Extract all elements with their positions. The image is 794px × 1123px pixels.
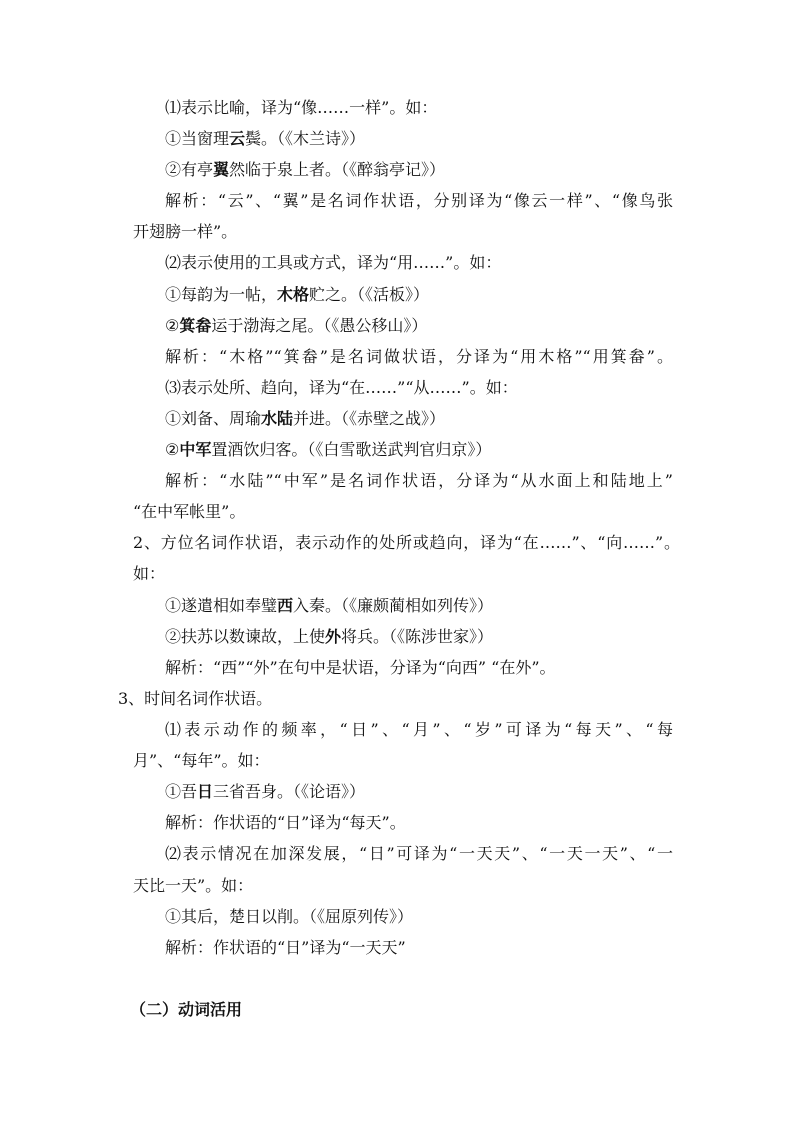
line-content: [133, 876, 253, 896]
text-run: ①当窗理: [165, 129, 230, 148]
text-line: [133, 876, 253, 896]
text-run: 解析：作状语的“日”译为“一天天”: [165, 938, 406, 957]
text-run: ②有亭: [165, 160, 214, 179]
text-run: 鬓。（《木兰诗》）: [245, 129, 366, 148]
text-line: [165, 720, 673, 740]
text-run: ①每韵为一帖，: [165, 285, 278, 304]
text-run: （二）动词活用: [130, 1000, 243, 1019]
text-line: [165, 938, 406, 958]
text-line: [165, 907, 413, 927]
text-line: [133, 564, 165, 584]
text-line: [165, 129, 365, 149]
keyword: 西: [277, 596, 294, 615]
line-content: [165, 316, 427, 336]
text-run: ①遂遣相如奉璧: [165, 596, 278, 615]
line-content: [133, 222, 237, 242]
text-run: 然临于泉上者。（《醉翁亭记》）: [229, 160, 446, 179]
text-line: [165, 813, 406, 833]
keyword: 箕畚: [179, 316, 212, 335]
text-line: [133, 222, 237, 242]
line-content: [165, 253, 501, 273]
line-content: [165, 907, 413, 927]
line-content: [165, 471, 673, 491]
text-line: [165, 285, 429, 305]
text-line: [165, 627, 493, 647]
text-run: ⑵表示使用的工具或方式，译为“用……”。如：: [165, 253, 502, 272]
keyword: 云: [229, 129, 246, 148]
text-line: [165, 658, 556, 678]
text-run: ①刘备、周瑜: [165, 409, 262, 428]
text-run: ①吾: [165, 782, 198, 801]
text-run: 解析：“水陆”“中军”是名词作状语，分译为“从水面上和陆地上”: [165, 471, 673, 490]
text-run: ②: [165, 316, 180, 335]
text-line: [165, 471, 673, 491]
line-content: [165, 378, 518, 398]
line-content: [165, 409, 445, 429]
text-run: 天比一天”。如：: [133, 876, 254, 895]
text-run: 三省吾身。（《论语》）: [213, 782, 366, 801]
text-line: [165, 347, 673, 367]
line-content: [165, 720, 673, 740]
line-content: [165, 285, 429, 305]
section-heading: [130, 1000, 242, 1020]
line-content: [165, 191, 673, 211]
line-content: [130, 1000, 242, 1020]
text-line: [165, 440, 491, 460]
text-run: “在中军帐里”。: [133, 502, 246, 521]
keyword: 翼: [213, 160, 230, 179]
line-content: [165, 98, 437, 118]
text-line: [118, 689, 272, 709]
text-line: [133, 502, 245, 522]
text-run: ⑴表示动作的频率，“日”、“月”、“岁”可译为“每天”、“每: [165, 720, 673, 739]
text-run: 解析：“木格”“箕畚”是名词做状语，分译为“用木格”“用箕畚”。: [165, 347, 673, 366]
text-line: [165, 98, 437, 118]
keyword: 木格: [277, 285, 310, 304]
text-line: [165, 191, 673, 211]
text-run: ①其后，楚日以削。（《屈原列传》）: [165, 907, 414, 926]
text-line: [165, 596, 493, 616]
line-content: [165, 844, 673, 864]
line-content: [165, 782, 365, 802]
text-line: [165, 844, 673, 864]
line-content: [133, 751, 270, 771]
line-content: [133, 533, 680, 553]
keyword: 水陆: [261, 409, 294, 428]
text-run: ⑴表示比喻，译为“像……一样”。如：: [165, 98, 438, 117]
text-line: [133, 533, 680, 553]
text-line: [133, 751, 270, 771]
text-run: 并进。（《赤壁之战》）: [293, 409, 446, 428]
line-content: [165, 347, 673, 367]
text-line: [165, 378, 518, 398]
text-run: ⑶表示处所、趋向，译为“在……”“从……”。如：: [165, 378, 518, 397]
line-content: [165, 627, 493, 647]
text-line: [165, 782, 365, 802]
text-run: ②扶苏以数谏故，上使: [165, 627, 326, 646]
text-run: ⑵表示情况在加深发展，“日”可译为“一天天”、“一天一天”、“一: [165, 844, 673, 863]
text-run: 贮之。（《活板》）: [309, 285, 430, 304]
line-content: [165, 160, 445, 180]
keyword: 日: [197, 782, 214, 801]
text-run: 2、方位名词作状语，表示动作的处所或趋向，译为“在……”、“向……”。: [133, 533, 680, 552]
text-run: 如：: [133, 564, 166, 583]
text-run: 运于渤海之尾。（《愚公移山》）: [211, 316, 428, 335]
text-run: 开翅膀一样”。: [133, 222, 238, 241]
line-content: [165, 440, 491, 460]
text-line: [165, 409, 445, 429]
line-content: [165, 596, 493, 616]
line-content: [165, 129, 365, 149]
text-run: 置酒饮归客。（《白雪歌送武判官归京》）: [211, 440, 492, 459]
line-content: [165, 938, 406, 958]
keyword: 中军: [179, 440, 212, 459]
text-run: 月”、“每年”。如：: [133, 751, 270, 770]
line-content: [165, 813, 406, 833]
line-content: [118, 689, 272, 709]
text-line: [165, 316, 427, 336]
text-line: [165, 253, 501, 273]
text-run: 入秦。（《廉颇蔺相如列传》）: [293, 596, 494, 615]
text-run: 3、时间名词作状语。: [118, 689, 273, 708]
keyword: 外: [325, 627, 342, 646]
text-run: ②: [165, 440, 180, 459]
text-line: [165, 160, 445, 180]
text-run: 解析：作状语的“日”译为“每天”。: [165, 813, 406, 832]
line-content: [133, 502, 245, 522]
text-run: 解析：“西”“外”在句中是状语，分译为“向西” “在外”。: [165, 658, 556, 677]
line-content: [133, 564, 165, 584]
line-content: [165, 658, 556, 678]
text-run: 解析：“云”、“翼”是名词作状语，分别译为“像云一样”、“像鸟张: [165, 191, 673, 210]
text-run: 将兵。（《陈涉世家》）: [341, 627, 494, 646]
